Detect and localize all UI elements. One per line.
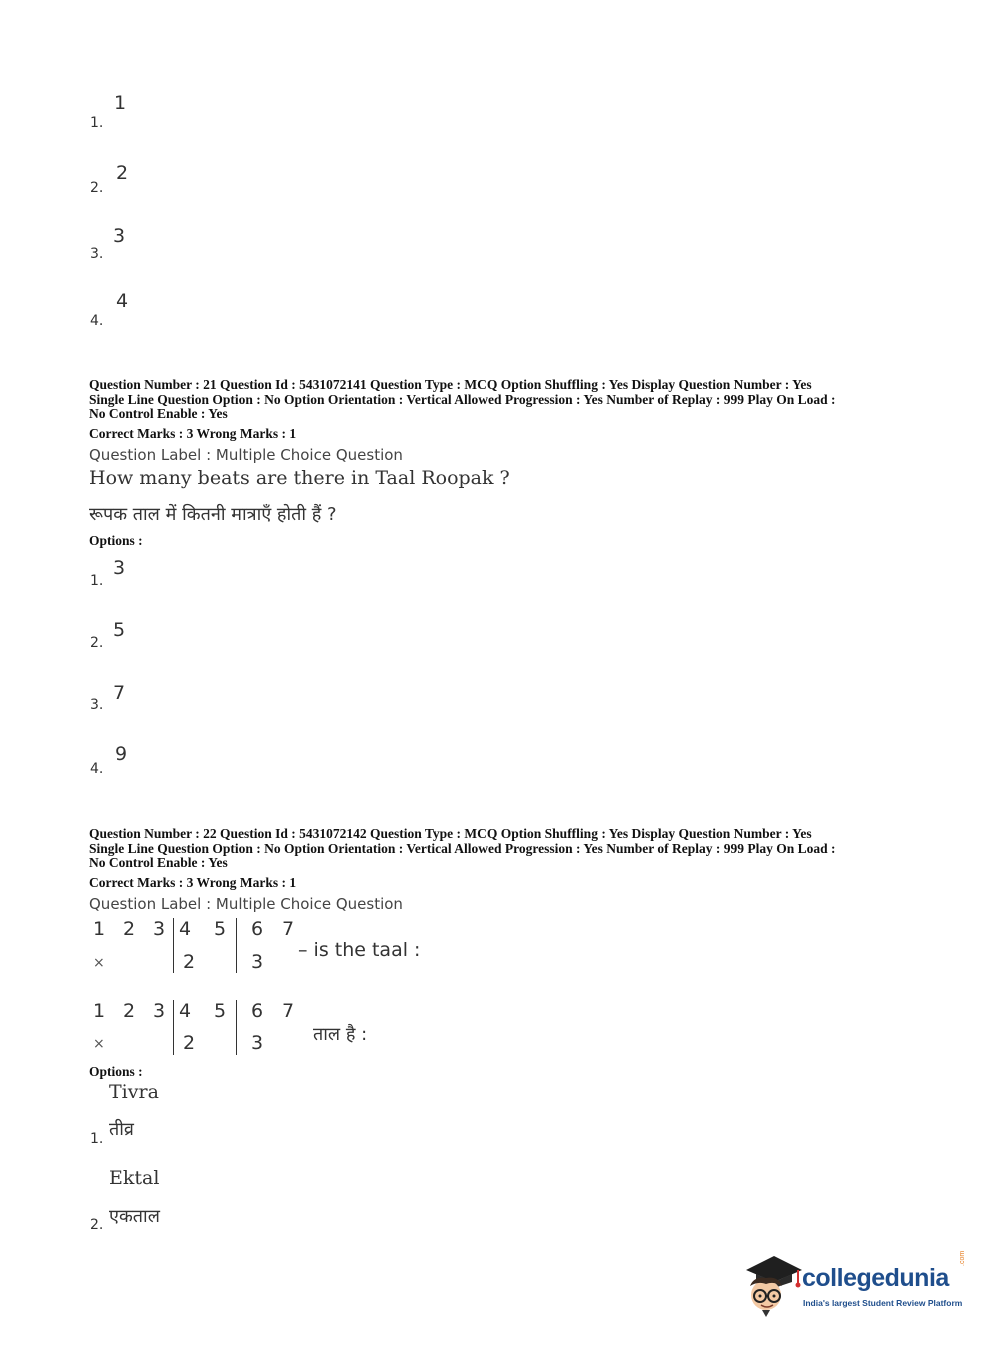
option-number: 1. bbox=[90, 573, 104, 589]
option-number: 2. bbox=[90, 1217, 104, 1233]
question-meta-line: Question Number : 21 Question Id : 5431072141 Question Type : MCQ Option Shuffling : Yes Display Question Number : Yes bbox=[89, 377, 812, 392]
question-meta-line: Question Number : 22 Question Id : 5431072142 Question Type : MCQ Option Shuffling : Yes Display Question Number : Yes bbox=[89, 826, 812, 841]
question-suffix-english: – is the taal : bbox=[298, 939, 421, 961]
beat-number: 5 bbox=[214, 1000, 227, 1022]
option-value: 3 bbox=[113, 225, 126, 247]
question-meta-line: Single Line Question Option : No Option Orientation : Vertical Allowed Progression : Yes Number of Replay : 999 Play On Load : bbox=[89, 841, 836, 856]
option-number: 4. bbox=[90, 313, 104, 329]
beat-number: 2 bbox=[123, 1000, 136, 1022]
option-number: 2. bbox=[90, 635, 104, 651]
option-number: 3. bbox=[90, 246, 104, 262]
option-number: 2. bbox=[90, 180, 104, 196]
options-heading: Options : bbox=[89, 1064, 143, 1079]
option-value: 3 bbox=[113, 557, 126, 579]
collegedunia-logo bbox=[740, 1248, 970, 1318]
mascot-icon bbox=[740, 1248, 802, 1318]
question-meta-line: No Control Enable : Yes bbox=[89, 406, 228, 421]
option-value: 2 bbox=[116, 162, 129, 184]
question-label: Question Label : Multiple Choice Question bbox=[89, 895, 403, 913]
logo-wordmark: collegedunia bbox=[802, 1264, 949, 1292]
option-text-hindi: एकताल bbox=[109, 1206, 160, 1227]
option-text-english: Ektal bbox=[109, 1167, 160, 1189]
beat-number: 4 bbox=[179, 1000, 192, 1022]
question-label: Question Label : Multiple Choice Question bbox=[89, 446, 403, 464]
sam-marker: × bbox=[93, 955, 105, 971]
taali-marker: 2 bbox=[183, 951, 196, 973]
vibhag-divider bbox=[173, 1000, 174, 1055]
taali-marker: 3 bbox=[251, 951, 264, 973]
question-text-english: How many beats are there in Taal Roopak ? bbox=[89, 467, 510, 489]
option-number: 3. bbox=[90, 697, 104, 713]
sam-marker: × bbox=[93, 1036, 105, 1052]
option-value: 9 bbox=[115, 743, 128, 765]
beat-number: 7 bbox=[282, 1000, 295, 1022]
beat-number: 7 bbox=[282, 918, 295, 940]
option-text-english: Tivra bbox=[109, 1081, 159, 1103]
beat-number: 5 bbox=[214, 918, 227, 940]
question-meta-line: No Control Enable : Yes bbox=[89, 855, 228, 870]
question-text-hindi: रूपक ताल में कितनी मात्राएँ होती हैं ? bbox=[89, 504, 337, 525]
question-marks: Correct Marks : 3 Wrong Marks : 1 bbox=[89, 875, 297, 890]
question-suffix-hindi: ताल है : bbox=[313, 1024, 368, 1045]
options-heading: Options : bbox=[89, 533, 143, 548]
taali-marker: 2 bbox=[183, 1032, 196, 1054]
option-number: 4. bbox=[90, 761, 104, 777]
question-meta-line: Single Line Question Option : No Option Orientation : Vertical Allowed Progression : Yes Number of Replay : 999 Play On Load : bbox=[89, 392, 836, 407]
vibhag-divider bbox=[173, 918, 174, 973]
beat-number: 1 bbox=[93, 918, 106, 940]
beat-number: 4 bbox=[179, 918, 192, 940]
option-value: 5 bbox=[113, 619, 126, 641]
option-value: 4 bbox=[116, 290, 129, 312]
logo-suffix: .com bbox=[959, 1250, 966, 1266]
taali-marker: 3 bbox=[251, 1032, 264, 1054]
logo-tagline: India's largest Student Review Platform bbox=[803, 1298, 963, 1308]
beat-number: 1 bbox=[93, 1000, 106, 1022]
beat-number: 2 bbox=[123, 918, 136, 940]
vibhag-divider bbox=[236, 1000, 237, 1055]
beat-number: 3 bbox=[153, 1000, 166, 1022]
beat-number: 6 bbox=[251, 918, 264, 940]
beat-number: 6 bbox=[251, 1000, 264, 1022]
option-value: 7 bbox=[113, 682, 126, 704]
option-number: 1. bbox=[90, 115, 104, 131]
beat-number: 3 bbox=[153, 918, 166, 940]
option-text-hindi: तीव्र bbox=[109, 1119, 134, 1140]
option-number: 1. bbox=[90, 1131, 104, 1147]
vibhag-divider bbox=[236, 918, 237, 973]
question-marks: Correct Marks : 3 Wrong Marks : 1 bbox=[89, 426, 297, 441]
option-value: 1 bbox=[114, 92, 127, 114]
